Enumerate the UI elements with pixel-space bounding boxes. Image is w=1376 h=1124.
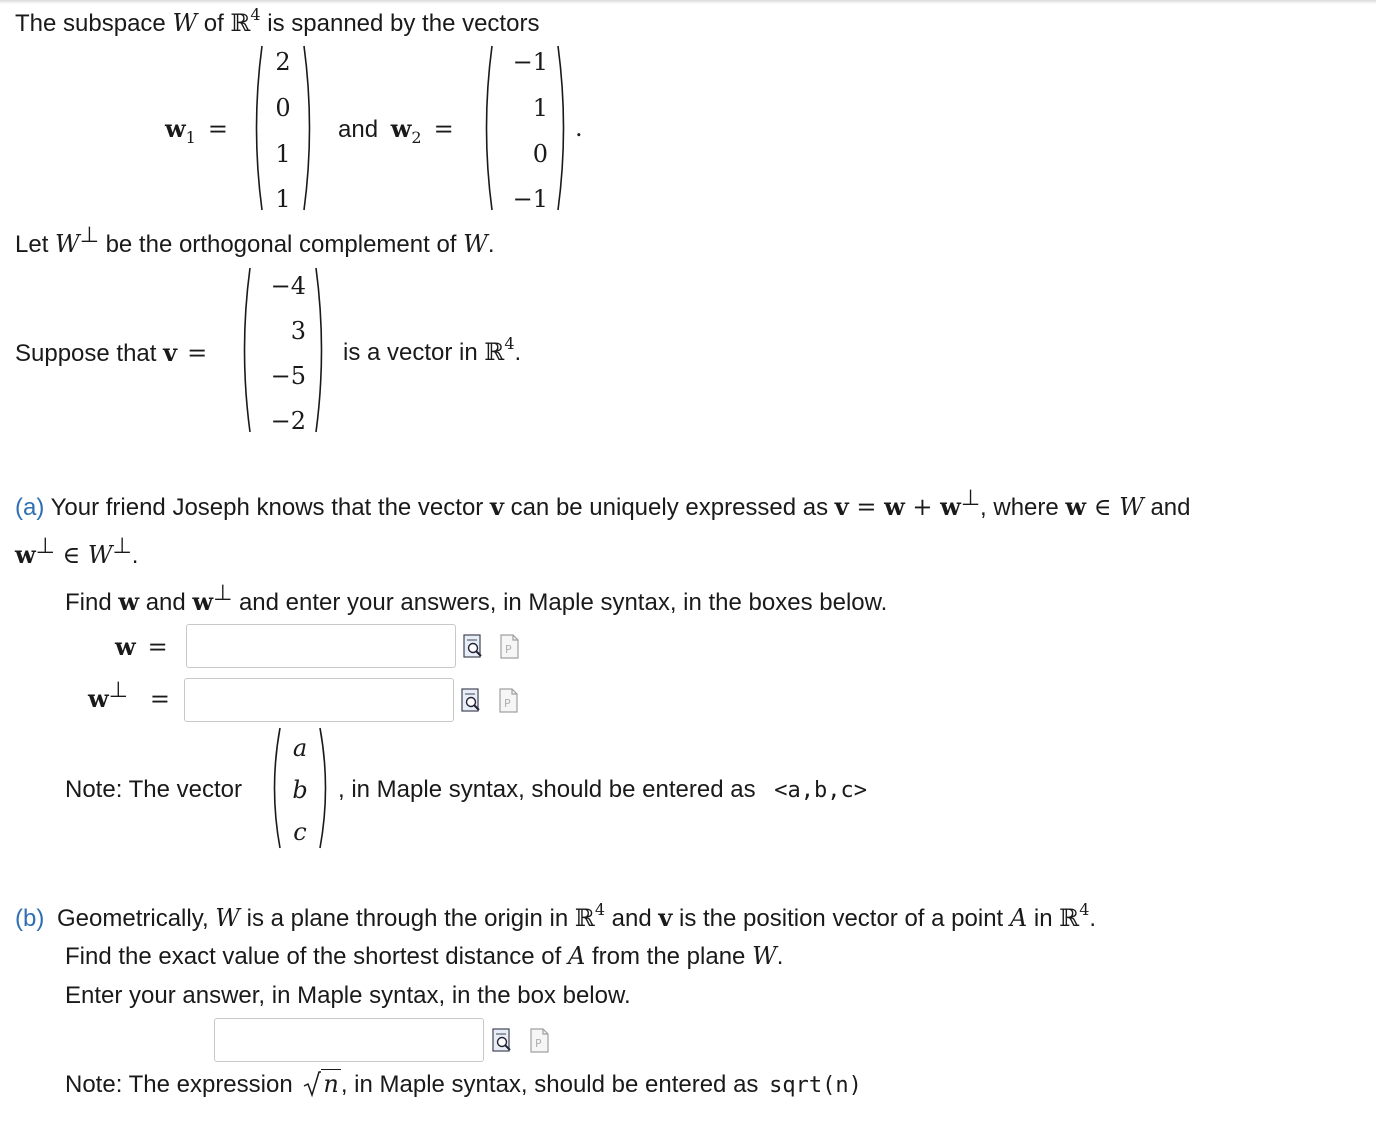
abc-entry: a: [292, 734, 308, 762]
w2-entry: −1: [512, 48, 548, 76]
w2-entry: 0: [532, 140, 548, 168]
distance-answer-input[interactable]: [214, 1018, 484, 1062]
period: .: [575, 114, 583, 142]
maple-vector-code: <a,b,c>: [774, 778, 867, 803]
preview-icon[interactable]: [461, 688, 483, 714]
w-box-label: w =: [115, 632, 168, 661]
abc-entry: c: [293, 818, 307, 846]
preview-icon[interactable]: [492, 1028, 514, 1054]
note-vector-suffix: , in Maple syntax, should be entered as <a,b,c>: [338, 776, 867, 803]
v-entry: −2: [270, 407, 306, 435]
part-a-line2: w⊥ ∈ W⊥.: [15, 534, 139, 569]
part-b-line1: (b) Geometrically, W is a plane through the origin in ℝ$^4$ and v is the position vector of a point A in ℝ$^4$.: [15, 900, 1097, 932]
wperp-box-label: w⊥ =: [88, 678, 170, 713]
abc-entry: b: [292, 776, 308, 804]
part-a-line1: (a) Your friend Joseph knows that the vector v can be uniquely expressed as v = w + w⊥, where w ∈ W and: [15, 486, 1191, 521]
svg-text:P: P: [504, 697, 511, 710]
maple-help-icon[interactable]: [528, 1028, 550, 1054]
note-vector-prefix: Note: The vector: [65, 776, 242, 803]
w1-entry: 2: [275, 48, 291, 76]
w1-vector: [250, 44, 316, 212]
intro-line: The subspace W of ℝ$^4$ is spanned by the vectors: [15, 5, 540, 37]
svg-text:P: P: [505, 643, 512, 656]
part-a-label: (a): [15, 494, 45, 521]
part-a-find: Find w and w⊥ and enter your answers, in Maple syntax, in the boxes below.: [65, 581, 888, 616]
abc-vector: [268, 726, 332, 850]
suppose-label: Suppose that v =: [15, 338, 208, 367]
maple-help-icon[interactable]: [498, 634, 520, 660]
part-b-label: (b): [15, 905, 45, 932]
v-entry: −4: [270, 272, 306, 300]
w2-label: and $w_2$ =: [338, 114, 454, 147]
part-b-line3: Enter your answer, in Maple syntax, in the box below.: [65, 982, 631, 1009]
top-divider: [0, 0, 1376, 4]
maple-sqrt-code: sqrt(n): [769, 1073, 862, 1098]
w1-label: $w_1$ =: [165, 114, 228, 147]
svg-text:P: P: [535, 1037, 542, 1050]
w1-entry: 0: [275, 94, 291, 122]
sqrt-expression: n: [303, 1070, 340, 1099]
w2-entry: −1: [512, 185, 548, 213]
maple-help-icon[interactable]: [497, 688, 519, 714]
v-entry: −5: [270, 362, 306, 390]
sqrt-sign: [303, 1070, 321, 1098]
v-vector: [238, 266, 328, 434]
v-entry: 3: [290, 317, 306, 345]
note-sqrt: Note: The expression n, in Maple syntax, should be entered as sqrt(n): [65, 1070, 862, 1098]
w2-entry: 1: [532, 94, 548, 122]
suppose-suffix: is a vector in ℝ$^4$.: [343, 334, 522, 366]
let-line: Let W⊥ be the orthogonal complement of W.: [15, 223, 495, 258]
w1-entry: 1: [275, 185, 291, 213]
w1-entry: 1: [275, 140, 291, 168]
part-b-line2: Find the exact value of the shortest distance of A from the plane W.: [65, 942, 784, 970]
wperp-answer-input[interactable]: [184, 678, 454, 722]
w2-vector: [480, 44, 570, 212]
w-answer-input[interactable]: [186, 624, 456, 668]
preview-icon[interactable]: [463, 634, 485, 660]
